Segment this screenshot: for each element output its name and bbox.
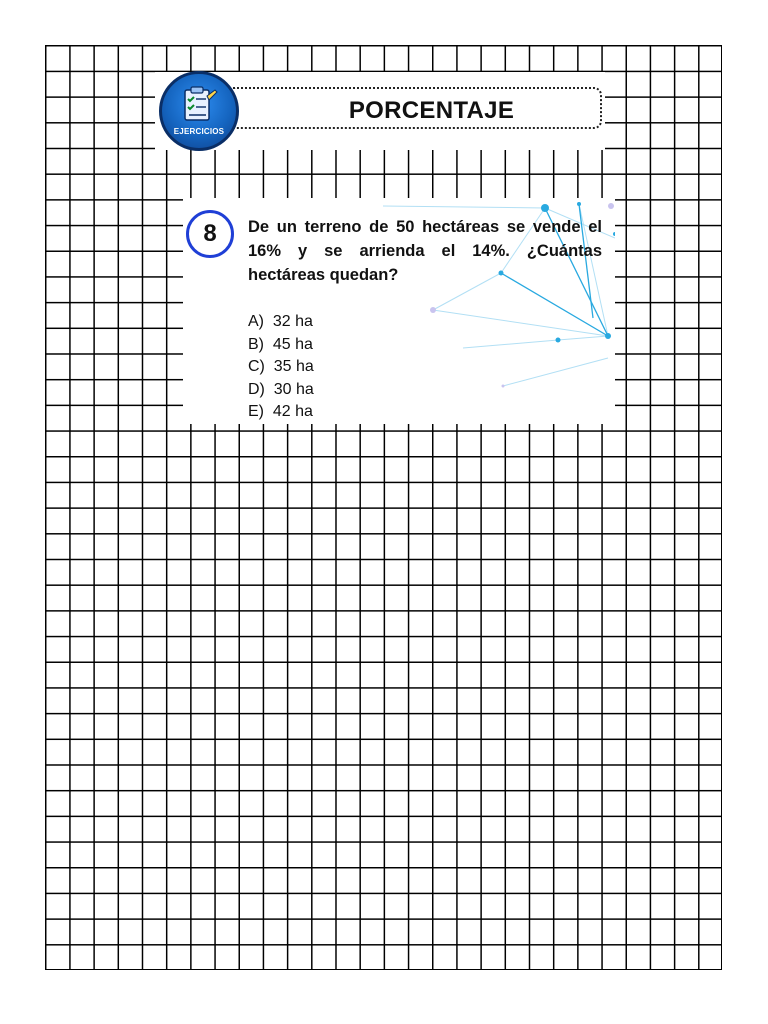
clipboard-check-icon [179,84,219,124]
option-c: C) 35 ha [248,358,314,375]
exercises-badge [159,71,239,151]
question-text: De un terreno de 50 hectáreas se vende el 16% y se arrienda el 14%. ¿Cuántas hectáreas quedan? [248,218,602,284]
badge-label: EJERCICIOS [173,127,225,136]
grid-paper-background [45,45,722,970]
question-number: 8 [186,210,234,258]
option-b: B) 45 ha [248,335,313,353]
option-a: A) 32 ha [248,313,313,330]
page-title: PORCENTAJE [348,97,515,124]
title-box [233,87,602,129]
option-d: D) 30 ha [248,380,314,398]
answer-options [248,311,314,424]
option-e: E) 42 ha [248,403,313,420]
